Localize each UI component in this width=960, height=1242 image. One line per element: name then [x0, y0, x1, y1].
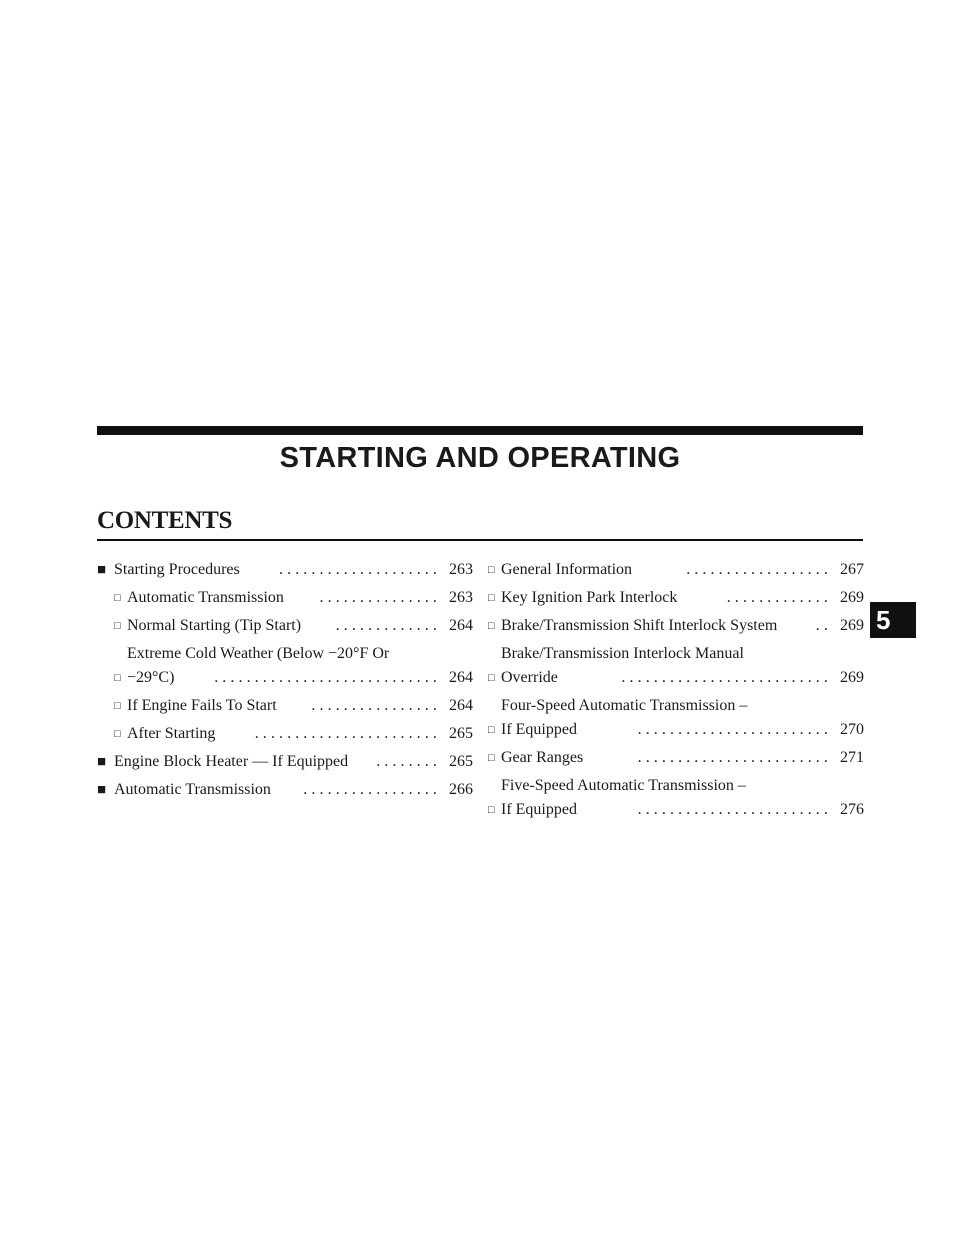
- toc-page-number: 265: [449, 725, 473, 742]
- hollow-square-bullet-icon: □: [488, 724, 495, 736]
- toc-entry-label: After Starting: [127, 725, 216, 742]
- toc-leader-dots: ...............: [319, 589, 441, 606]
- toc-page-number: 267: [840, 561, 864, 578]
- toc-page-number: 263: [449, 561, 473, 578]
- toc-leader-dots: ................: [311, 697, 441, 714]
- toc-entry[interactable]: [97, 722, 473, 746]
- toc-entry[interactable]: [97, 694, 473, 718]
- toc-page-number: 265: [449, 753, 473, 770]
- toc-page-number: 269: [840, 589, 864, 606]
- toc-page-number: 264: [449, 669, 473, 686]
- toc-page-number: 276: [840, 801, 864, 818]
- toc-entry-label: Brake/Transmission Interlock Manual: [501, 645, 744, 662]
- toc-leader-dots: ........................: [637, 721, 832, 738]
- toc-entry[interactable]: [97, 614, 473, 638]
- toc-page-number: 263: [449, 589, 473, 606]
- toc-entry[interactable]: [488, 746, 864, 770]
- toc-left-column: [97, 558, 473, 806]
- toc-entry[interactable]: [97, 778, 473, 802]
- toc-leader-dots: .............: [335, 617, 441, 634]
- toc-entry-label: Extreme Cold Weather (Below −20°F Or: [127, 645, 390, 662]
- toc-leader-dots: ........................: [637, 749, 832, 766]
- toc-entry[interactable]: [488, 586, 864, 610]
- hollow-square-bullet-icon: □: [114, 672, 121, 684]
- toc-leader-dots: .......................: [254, 725, 441, 742]
- toc-entry-label: Brake/Transmission Shift Interlock System: [501, 617, 778, 634]
- toc-entry[interactable]: [488, 614, 864, 638]
- toc-entry-label: Normal Starting (Tip Start): [127, 617, 302, 634]
- toc-entry-label: Starting Procedures: [114, 561, 240, 578]
- toc-leader-dots: ..................: [686, 561, 832, 578]
- hollow-square-bullet-icon: □: [114, 728, 121, 740]
- toc-entry[interactable]: [488, 774, 864, 822]
- hollow-square-bullet-icon: □: [488, 592, 495, 604]
- toc-entry[interactable]: [488, 558, 864, 582]
- hollow-square-bullet-icon: □: [114, 700, 121, 712]
- toc-page-number: 264: [449, 617, 473, 634]
- toc-entry-label: Override: [501, 669, 558, 686]
- toc-entry-label: Gear Ranges: [501, 749, 584, 766]
- chapter-title: STARTING AND OPERATING: [279, 442, 681, 474]
- toc-entry[interactable]: [97, 642, 473, 690]
- toc-page-number: 270: [840, 721, 864, 738]
- hollow-square-bullet-icon: □: [488, 804, 495, 816]
- contents-rule: [97, 539, 863, 541]
- toc-leader-dots: ............................: [214, 669, 441, 686]
- toc-leader-dots: ..: [815, 617, 832, 634]
- toc-leader-dots: ....................: [279, 561, 441, 578]
- toc-entry-label: Automatic Transmission: [114, 781, 271, 798]
- toc-leader-dots: ..........................: [621, 669, 832, 686]
- hollow-square-bullet-icon: □: [488, 620, 495, 632]
- hollow-square-bullet-icon: □: [114, 592, 121, 604]
- hollow-square-bullet-icon: □: [488, 564, 495, 576]
- toc-page-number: 269: [840, 617, 864, 634]
- toc-entry-label: If Equipped: [501, 801, 577, 818]
- filled-square-bullet-icon: ■: [97, 782, 107, 798]
- toc-entry-label: −29°C): [127, 669, 175, 686]
- contents-heading: CONTENTS: [97, 507, 233, 534]
- toc-page-number: 269: [840, 669, 864, 686]
- toc-leader-dots: ........................: [637, 801, 832, 818]
- toc-entry-label: Four-Speed Automatic Transmission –: [501, 697, 748, 714]
- toc-entry[interactable]: [488, 642, 864, 690]
- filled-square-bullet-icon: ■: [97, 562, 107, 578]
- hollow-square-bullet-icon: □: [488, 672, 495, 684]
- filled-square-bullet-icon: ■: [97, 754, 107, 770]
- toc-page-number: 271: [840, 749, 864, 766]
- toc-entry-label: Five-Speed Automatic Transmission –: [501, 777, 746, 794]
- toc-leader-dots: ........: [376, 753, 441, 770]
- toc-leader-dots: .............: [726, 589, 832, 606]
- chapter-tab[interactable]: 5: [870, 602, 916, 638]
- toc-page-number: 264: [449, 697, 473, 714]
- toc-entry-label: If Equipped: [501, 721, 577, 738]
- toc-entry[interactable]: [97, 750, 473, 774]
- toc-entry-label: Key Ignition Park Interlock: [501, 589, 678, 606]
- toc-entry-label: General Information: [501, 561, 633, 578]
- toc-entry[interactable]: [488, 694, 864, 742]
- toc-entry-label: Automatic Transmission: [127, 589, 284, 606]
- hollow-square-bullet-icon: □: [114, 620, 121, 632]
- hollow-square-bullet-icon: □: [488, 752, 495, 764]
- toc-entry-label: Engine Block Heater — If Equipped: [114, 753, 349, 770]
- toc-right-column: [488, 558, 864, 826]
- toc-leader-dots: .................: [303, 781, 441, 798]
- toc-page-number: 266: [449, 781, 473, 798]
- chapter-top-rule: [97, 426, 863, 435]
- toc-entry[interactable]: [97, 558, 473, 582]
- toc-entry-label: If Engine Fails To Start: [127, 697, 277, 714]
- toc-entry[interactable]: [97, 586, 473, 610]
